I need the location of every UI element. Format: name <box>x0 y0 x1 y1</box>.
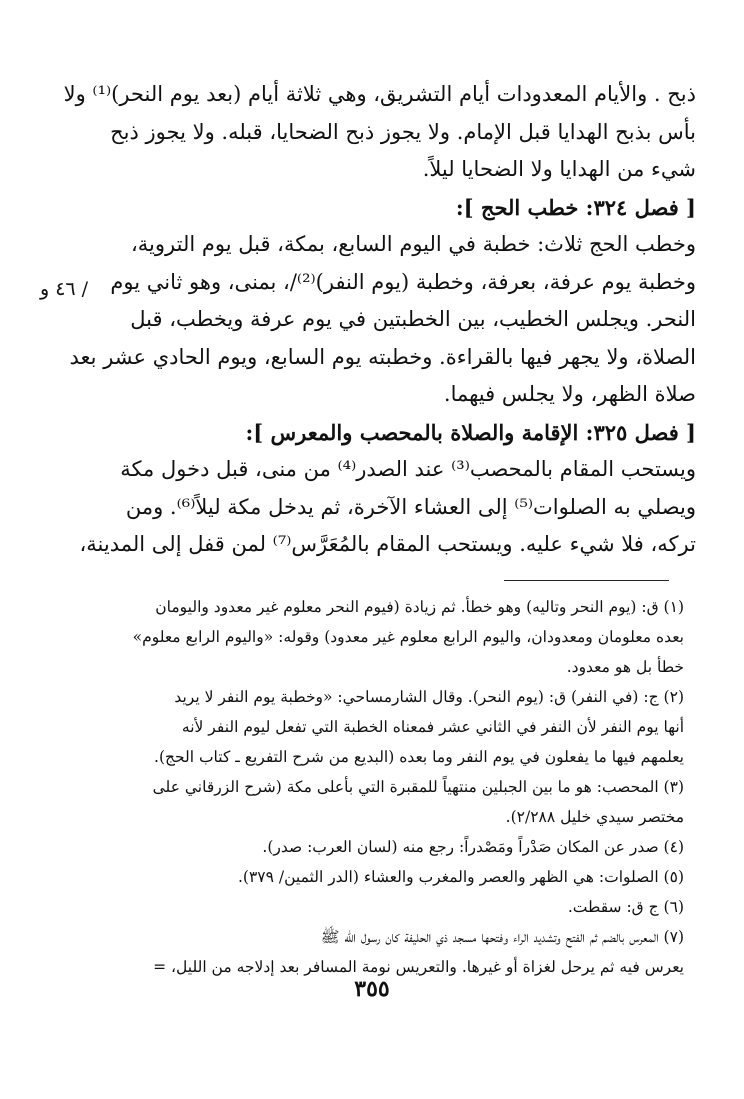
manuscript-folio-note: / ٤٦ و <box>40 278 89 300</box>
page-number: ٣٥٥ <box>354 976 390 1002</box>
text-line: ويستحب المقام بالمحصب⁽³⁾ عند الصدر⁽⁴⁾ من منى، قبل دخول مكة <box>120 457 696 481</box>
section-heading-324: [ فصل ٣٢٤: خطب الحج ]: <box>455 194 696 220</box>
footnote-line: (٦) ج ق: سقطت. <box>567 898 684 916</box>
footnote-line: (٢) ج: (في النفر) ق: (يوم النحر). وقال الشارمساحي: «وخطبة يوم النفر لا يريد <box>174 688 684 706</box>
text-line: وخطب الحج ثلاث: خطبة في اليوم السابع، بمكة، قبل يوم التروية، <box>131 232 696 256</box>
footnote-line: (٤) صدر عن المكان صَدْراً ومَصْدراً: رجع منه (لسان العرب: صدر). <box>262 838 684 856</box>
text-line: تركه، فلا شيء عليه. ويستحب المقام بالمُعَرَّس⁽⁷⁾ لمن قفل إلى المدينة، <box>79 532 696 556</box>
footnote-line: (٥) الصلوات: هي الظهر والعصر والمغرب والعشاء (الدر الثمين/ ٣٧٩). <box>238 868 684 886</box>
text-line: الصلاة، ولا يجهر فيها بالقراءة. وخطبته يوم السابع، ويوم الحادي عشر بعد <box>69 344 696 369</box>
text-line: بأس بذبح الهدايا قبل الإمام. ولا يجوز ذبح الضحايا، قبله. ولا يجوز ذبح <box>110 119 696 144</box>
footnote-line: (٣) المحصب: هو ما بين الجبلين منتهياً للمقبرة التي بأعلى مكة (شرح الزرقاني على <box>152 778 684 796</box>
footnote-line: خطأ بل هو معدود. <box>566 658 684 676</box>
footnote-line: مختصر سيدي خليل ٢/٢٨٨). <box>505 808 684 826</box>
text-line: ويصلي به الصلوات⁽⁵⁾ إلى العشاء الآخرة، ثم يدخل مكة ليلاً⁽⁶⁾. ومن <box>125 494 696 519</box>
section-heading-325: [ فصل ٣٢٥: الإقامة والصلاة بالمحصب والمعرس ]: <box>245 419 696 445</box>
text-line: شيء من الهدايا ولا الضحايا ليلاً. <box>422 157 696 181</box>
text-line: وخطبة يوم عرفة، بعرفة، وخطبة (يوم النفر)⁽²⁾/، بمنى، وهو ثاني يوم <box>110 269 696 294</box>
footnote-line: (١) ق: (يوم النحر وتاليه) وهو خطأ. ثم زيادة (فيوم النحر معلوم غير معدود واليومان <box>155 598 684 616</box>
text-line: صلاة الظهر، ولا يجلس فيهما. <box>443 382 696 406</box>
footnote-line: (٧) المعرس بالضم ثم الفتح وتشديد الراء وفتحها مسجد ذي الحليفة كان رسول الله ﷺ <box>320 928 684 946</box>
text-line: النحر. ويجلس الخطيب، بين الخطبتين في يوم عرفة ويخطب، قبل <box>130 307 696 331</box>
footnotes <box>110 592 684 982</box>
text-line: ذبح . والأيام المعدودات أيام التشريق، وهي ثلاثة أيام (بعد يوم النحر)⁽¹⁾ ولا <box>63 82 696 106</box>
footnote-line: أنها يوم النفر لأن النفر في الثاني عشر فمعناه الخطبة التي تفعل ليوم النفر لأنه <box>181 718 684 736</box>
footnote-line: يعرس فيه ثم يرحل لغزاة أو غيرها. والتعريس نومة المسافر بعد إدلاجه من الليل، = <box>153 958 684 976</box>
footnote-line: بعده معلومان ومعدودان، واليوم الرابع معلوم غير معدود) وقوله: «واليوم الرابع معلوم» <box>132 628 684 646</box>
footnote-divider <box>504 580 669 581</box>
footnote-line: يعلمهم فيها ما يفعلون في يوم النفر وما بعده (البديع من شرح التفريع ـ كتاب الحج). <box>154 748 684 766</box>
